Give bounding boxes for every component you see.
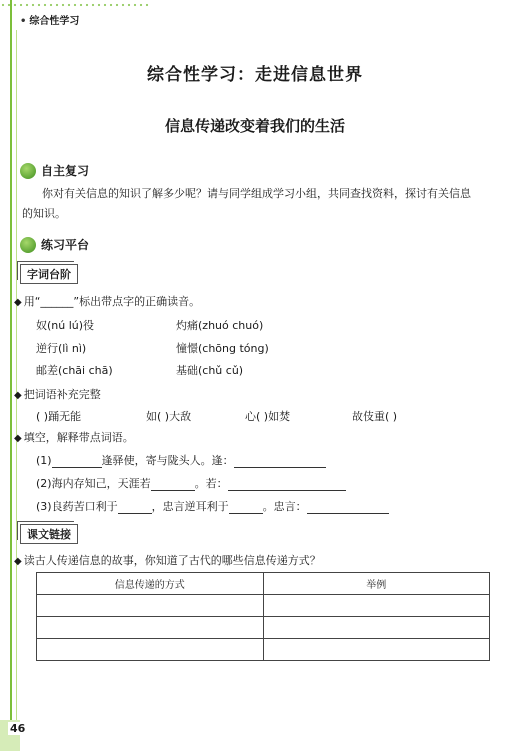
fill-text: (2)海内存知己，天涯若 <box>36 477 151 490</box>
table-row <box>37 595 490 617</box>
answer-blank[interactable] <box>228 490 346 491</box>
question-text: 把词语补充完整 <box>23 388 101 401</box>
lesson-link-label: 课文链接 <box>20 524 78 544</box>
diamond-icon: ◆ <box>14 297 22 308</box>
page-subtitle: 信息传递改变着我们的生活 <box>164 117 345 135</box>
fill-text: ，忠言逆耳利于 <box>151 500 229 513</box>
header-tag <box>20 12 79 27</box>
answer-blank[interactable] <box>151 490 195 491</box>
answer-blank[interactable] <box>229 513 263 514</box>
paragraph-line: 的知识。 <box>22 207 66 220</box>
leaf-icon <box>20 237 36 253</box>
pinyin-item: 邮差(chāi chā) <box>36 364 113 377</box>
pinyin-item: 奴(nú lú)役 <box>36 319 95 332</box>
idiom-blank: 心( )如焚 <box>245 410 291 423</box>
decorative-dots <box>0 2 150 10</box>
section-title: 自主复习 <box>41 164 90 178</box>
bullet-icon: • <box>20 16 27 27</box>
table-header: 信息传递的方式 <box>37 573 264 595</box>
diamond-icon: ◆ <box>14 556 22 567</box>
question-4 <box>14 552 321 568</box>
section-practice-heading <box>20 236 89 253</box>
table-cell[interactable] <box>263 595 490 617</box>
page-number: 46 <box>10 722 26 735</box>
question-3 <box>14 429 134 445</box>
idiom-blank: 如( )大敌 <box>146 410 192 423</box>
answer-blank[interactable] <box>307 513 389 514</box>
answer-blank[interactable] <box>52 467 102 468</box>
fill-text: 。忠言： <box>262 500 307 513</box>
fill-text: (1) <box>36 454 52 467</box>
section-title: 练习平台 <box>41 238 90 252</box>
question-2 <box>14 386 101 402</box>
table-row <box>37 639 490 661</box>
leaf-icon <box>20 163 36 179</box>
answer-blank[interactable] <box>118 513 152 514</box>
question-text: 读古人传递信息的故事，你知道了古代的哪些信息传递方式？ <box>23 554 321 567</box>
idiom-blank: 故伎重( ) <box>352 410 398 423</box>
info-transfer-table <box>36 572 490 661</box>
table-cell[interactable] <box>37 595 264 617</box>
table-header-row <box>37 573 490 595</box>
margin-line <box>10 0 12 751</box>
table-cell[interactable] <box>263 639 490 661</box>
diamond-icon: ◆ <box>14 433 22 444</box>
section-self-review-heading <box>20 162 89 179</box>
self-review-text <box>22 184 492 224</box>
table-cell[interactable] <box>37 617 264 639</box>
pinyin-item: 憧憬(chōng tóng) <box>176 342 269 355</box>
pinyin-item: 逆行(lì nì) <box>36 342 87 355</box>
fill-text: (3)良药苦口利于 <box>36 500 118 513</box>
question-1 <box>14 293 200 309</box>
table-header: 举例 <box>263 573 490 595</box>
fill-line-3 <box>36 498 389 514</box>
fill-text: 逢驿使，寄与陇头人。逢： <box>101 454 234 467</box>
header-tag-text: 综合性学习 <box>29 16 80 27</box>
table-cell[interactable] <box>263 617 490 639</box>
pinyin-item: 基础(chǔ cǔ) <box>176 364 244 377</box>
pinyin-item: 灼痛(zhuó chuó) <box>176 319 264 332</box>
fill-line-2 <box>36 475 346 491</box>
diamond-icon: ◆ <box>14 390 22 401</box>
fill-text: 。若： <box>194 477 228 490</box>
page-title: 综合性学习：走进信息世界 <box>147 65 363 85</box>
question-text: 填空，解释带点词语。 <box>23 431 134 444</box>
table-row <box>37 617 490 639</box>
idiom-blank: ( )踊无能 <box>36 410 82 423</box>
table-cell[interactable] <box>37 639 264 661</box>
word-ladder-label: 字词台阶 <box>20 264 78 284</box>
paragraph-line: 你对有关信息的知识了解多少呢？请与同学组成学习小组，共同查找资料，探讨有关信息 <box>42 187 471 200</box>
fill-line-1 <box>36 452 326 468</box>
question-text: 用“______”标出带点字的正确读音。 <box>23 295 201 308</box>
answer-blank[interactable] <box>234 467 326 468</box>
